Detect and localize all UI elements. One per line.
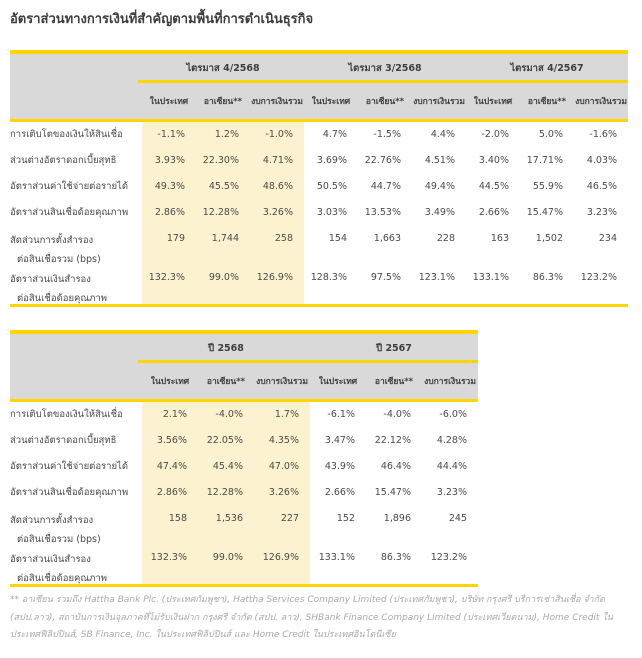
table-row bbox=[10, 148, 628, 174]
column-header-domestic: ในประเทศ bbox=[150, 377, 190, 387]
cell: 133.1% bbox=[318, 552, 355, 563]
table-row bbox=[10, 265, 628, 304]
cell: 86.3% bbox=[532, 272, 563, 283]
cell: 49.4% bbox=[424, 181, 455, 192]
cell: 13.53% bbox=[364, 207, 401, 218]
column-header-domestic: ในประเทศ bbox=[311, 97, 351, 107]
cell: 158 bbox=[142, 506, 198, 545]
cell: 132.3% bbox=[142, 265, 196, 304]
table-row bbox=[10, 454, 478, 480]
row-label-line1: สัดส่วนการตั้งสำรอง bbox=[10, 515, 94, 526]
row-label: การเติบโตของเงินให้สินเชื่อ bbox=[10, 129, 123, 140]
row-label-line1: สัดส่วนการตั้งสำรอง bbox=[10, 235, 94, 246]
table-row bbox=[10, 428, 478, 454]
cell: 123.2% bbox=[580, 272, 617, 283]
cell: 4.28% bbox=[436, 435, 467, 446]
row-label bbox=[10, 506, 142, 545]
cell: 1,663 bbox=[373, 233, 401, 244]
cell: 48.6% bbox=[250, 174, 304, 200]
quarterly-table-body bbox=[10, 122, 628, 304]
cell: -2.0% bbox=[481, 129, 509, 140]
row-label: อัตราส่วนค่าใช้จ่ายต่อรายได้ bbox=[10, 461, 129, 472]
cell: 1,536 bbox=[198, 506, 254, 545]
cell: 12.28% bbox=[196, 200, 250, 226]
column-header-domestic: ในประเทศ bbox=[318, 377, 358, 387]
cell: 227 bbox=[254, 506, 310, 545]
cell: 133.1% bbox=[472, 272, 509, 283]
cell: 123.1% bbox=[418, 272, 455, 283]
cell: 132.3% bbox=[142, 545, 198, 584]
cell: 17.71% bbox=[526, 155, 563, 166]
cell: -4.0% bbox=[383, 409, 411, 420]
cell: 2.1% bbox=[142, 402, 198, 428]
cell: 3.40% bbox=[478, 155, 509, 166]
period-header-row bbox=[10, 341, 478, 360]
cell: 86.3% bbox=[380, 552, 411, 563]
table-row bbox=[10, 122, 628, 148]
row-label-line1: อัตราส่วนเงินสำรอง bbox=[10, 554, 91, 565]
column-header-row bbox=[10, 363, 478, 399]
column-header-consolidated: งบการเงินรวม bbox=[424, 377, 476, 387]
row-label-line2: ต่อสินเชื่อรวม (bps) bbox=[17, 254, 101, 265]
cell: 258 bbox=[250, 226, 304, 265]
cell: 45.5% bbox=[196, 174, 250, 200]
cell: 4.51% bbox=[424, 155, 455, 166]
cell: 152 bbox=[336, 513, 355, 524]
cell: 2.86% bbox=[142, 480, 198, 506]
cell: 123.2% bbox=[430, 552, 467, 563]
cell: 3.69% bbox=[316, 155, 347, 166]
cell: 2.86% bbox=[142, 200, 196, 226]
period-header-q4-2568: ไตรมาส 4/2568 bbox=[186, 63, 260, 74]
row-label bbox=[10, 226, 142, 265]
cell: 22.30% bbox=[196, 148, 250, 174]
table-row bbox=[10, 174, 628, 200]
yearly-table-body bbox=[10, 402, 478, 584]
period-header-year-2568: ปี 2568 bbox=[208, 343, 244, 354]
row-label bbox=[10, 265, 142, 304]
cell: -1.0% bbox=[250, 122, 304, 148]
asean-footnote: ** อาเซียน รวมถึง Hattha Bank Plc. (ประเทศกัมพูชา), Hattha Services Company Limited (ประเทศกัมพูชา), บริษัท กรุงศรี บริการเช่าสินเชื่อ จำกัด (สปป.ลาว), สถาบันการเงินจุลภาคที่ไม่รับเงินฝาก กรุงศรี จำกัด (สปป. ลาว), SHBank Finance Company Limited (ประเทศเวียดนาม), Home Credit ในประเทศฟิลิปปินส์, SB Finance, Inc. ในประเทศฟิลิปปินส์ และ Home Credit ในประเทศอินโดนีเซีย bbox=[10, 595, 613, 641]
cell: 12.28% bbox=[198, 480, 254, 506]
cell: 44.4% bbox=[436, 461, 467, 472]
cell: 1.2% bbox=[196, 122, 250, 148]
cell: 22.76% bbox=[364, 155, 401, 166]
cell: 46.5% bbox=[586, 181, 617, 192]
cell: 4.35% bbox=[254, 428, 310, 454]
table-row bbox=[10, 480, 478, 506]
cell: -4.0% bbox=[198, 402, 254, 428]
column-header-consolidated: งบการเงินรวม bbox=[575, 97, 627, 107]
cell: 3.47% bbox=[324, 435, 355, 446]
column-header-asean: อาเซียน** bbox=[206, 377, 246, 387]
cell: 1,502 bbox=[535, 233, 563, 244]
table-row bbox=[10, 506, 478, 545]
period-header-q3-2568: ไตรมาส 3/2568 bbox=[348, 63, 422, 74]
cell: 128.3% bbox=[310, 272, 347, 283]
cell: -6.0% bbox=[439, 409, 467, 420]
column-header-consolidated: งบการเงินรวม bbox=[413, 97, 465, 107]
quarterly-table-header bbox=[10, 54, 628, 119]
cell: 44.7% bbox=[370, 181, 401, 192]
cell: 3.93% bbox=[142, 148, 196, 174]
cell: 2.66% bbox=[324, 487, 355, 498]
row-label: อัตราส่วนสินเชื่อด้อยคุณภาพ bbox=[10, 207, 129, 218]
cell: 22.05% bbox=[198, 428, 254, 454]
cell: 126.9% bbox=[250, 265, 304, 304]
cell: -1.6% bbox=[589, 129, 617, 140]
column-header-domestic: ในประเทศ bbox=[149, 97, 189, 107]
cell: 163 bbox=[490, 233, 509, 244]
row-label: ส่วนต่างอัตราดอกเบี้ยสุทธิ bbox=[10, 155, 117, 166]
cell: 234 bbox=[598, 233, 617, 244]
column-header-asean: อาเซียน** bbox=[203, 97, 243, 107]
cell: 99.0% bbox=[196, 265, 250, 304]
cell: 99.0% bbox=[198, 545, 254, 584]
cell: 55.9% bbox=[532, 181, 563, 192]
cell: 4.71% bbox=[250, 148, 304, 174]
table-row bbox=[10, 226, 628, 265]
cell: 5.0% bbox=[538, 129, 563, 140]
cell: 4.4% bbox=[430, 129, 455, 140]
page-title: อัตราส่วนทางการเงินที่สำคัญตามพื้นที่การดำเนินธุรกิจ bbox=[10, 12, 314, 27]
period-header-q4-2567: ไตรมาส 4/2567 bbox=[510, 63, 584, 74]
cell: 50.5% bbox=[316, 181, 347, 192]
cell: 3.26% bbox=[250, 200, 304, 226]
cell: 49.3% bbox=[142, 174, 196, 200]
cell: 1.7% bbox=[254, 402, 310, 428]
cell: 97.5% bbox=[370, 272, 401, 283]
cell: 45.4% bbox=[198, 454, 254, 480]
cell: 44.5% bbox=[478, 181, 509, 192]
period-header-year-2567: ปี 2567 bbox=[376, 343, 412, 354]
cell: 22.12% bbox=[374, 435, 411, 446]
cell: 2.66% bbox=[478, 207, 509, 218]
cell: 47.4% bbox=[142, 454, 198, 480]
label-column-spacer bbox=[10, 61, 142, 80]
period-header-row bbox=[10, 61, 628, 80]
cell: 1,744 bbox=[196, 226, 250, 265]
quarterly-ratios-table bbox=[10, 50, 628, 307]
table-row bbox=[10, 402, 478, 428]
row-label: การเติบโตของเงินให้สินเชื่อ bbox=[10, 409, 123, 420]
yearly-table-header bbox=[10, 334, 478, 399]
cell: 3.26% bbox=[254, 480, 310, 506]
cell: 46.4% bbox=[380, 461, 411, 472]
cell: 228 bbox=[436, 233, 455, 244]
column-header-row bbox=[10, 83, 628, 119]
row-label-line2: ต่อสินเชื่อด้อยคุณภาพ bbox=[17, 573, 108, 584]
yearly-ratios-table bbox=[10, 330, 478, 587]
column-header-asean: อาเซียน** bbox=[374, 377, 414, 387]
cell: 3.23% bbox=[586, 207, 617, 218]
table-row bbox=[10, 200, 628, 226]
cell: -1.1% bbox=[142, 122, 196, 148]
table-row bbox=[10, 545, 478, 584]
cell: 126.9% bbox=[254, 545, 310, 584]
row-label: ส่วนต่างอัตราดอกเบี้ยสุทธิ bbox=[10, 435, 117, 446]
cell: 4.03% bbox=[586, 155, 617, 166]
column-header-consolidated: งบการเงินรวม bbox=[256, 377, 308, 387]
cell: -6.1% bbox=[327, 409, 355, 420]
column-header-domestic: ในประเทศ bbox=[473, 97, 513, 107]
row-label-line2: ต่อสินเชื่อด้อยคุณภาพ bbox=[17, 293, 108, 304]
column-header-consolidated: งบการเงินรวม bbox=[251, 97, 303, 107]
cell: 3.49% bbox=[424, 207, 455, 218]
column-header-asean: อาเซียน** bbox=[527, 97, 567, 107]
cell: 154 bbox=[328, 233, 347, 244]
cell: 3.23% bbox=[436, 487, 467, 498]
cell: -1.5% bbox=[373, 129, 401, 140]
cell: 15.47% bbox=[374, 487, 411, 498]
cell: 47.0% bbox=[254, 454, 310, 480]
row-label-line2: ต่อสินเชื่อรวม (bps) bbox=[17, 534, 101, 545]
cell: 179 bbox=[142, 226, 196, 265]
cell: 1,896 bbox=[383, 513, 411, 524]
cell: 4.7% bbox=[322, 129, 347, 140]
row-label: อัตราส่วนสินเชื่อด้อยคุณภาพ bbox=[10, 487, 129, 498]
cell: 3.56% bbox=[142, 428, 198, 454]
cell: 245 bbox=[448, 513, 467, 524]
cell: 43.9% bbox=[324, 461, 355, 472]
cell: 15.47% bbox=[526, 207, 563, 218]
cell: 3.03% bbox=[316, 207, 347, 218]
row-label bbox=[10, 545, 142, 584]
label-column-spacer bbox=[10, 341, 142, 360]
row-label: อัตราส่วนค่าใช้จ่ายต่อรายได้ bbox=[10, 181, 129, 192]
column-header-asean: อาเซียน** bbox=[365, 97, 405, 107]
row-label-line1: อัตราส่วนเงินสำรอง bbox=[10, 274, 91, 285]
